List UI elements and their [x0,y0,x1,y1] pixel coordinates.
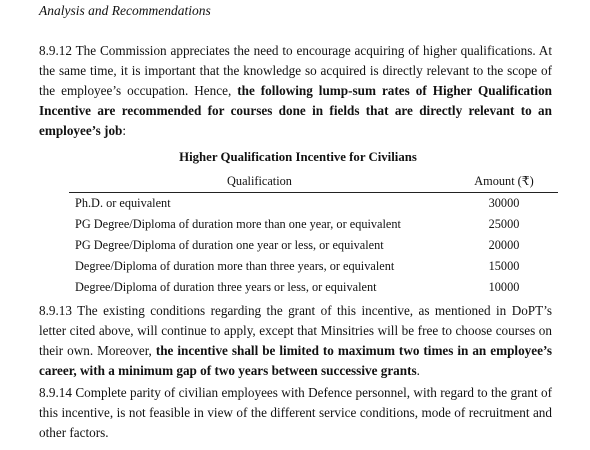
paragraph-8-9-13 [39,301,552,381]
amount-cell: 25000 [488,217,520,231]
qualification-cell: Degree/Diploma of duration three years or less, or equivalent [75,280,377,294]
amount-cell: 10000 [488,280,520,294]
qualification-cell: PG Degree/Diploma of duration more than one year, or equivalent [75,217,401,231]
table-row [69,277,558,298]
table-row [69,235,558,256]
qualification-cell: PG Degree/Diploma of duration one year or less, or equivalent [75,238,384,252]
paragraph-text-end: : [122,123,127,138]
paragraph-bold-text: the incentive shall be limited to maximum two times in an employee’s career, with a minimum gap of two years between successive grants [39,343,552,378]
paragraph-text: 8.9.13 The existing conditions regarding the grant of this incentive, as mentioned in DoPT’s letter cited above, will continue to apply, except that Minsitries will be free to choose courses on their own. Moreover, [39,303,552,358]
table-caption: Higher Qualification Incentive for Civilians [179,150,417,164]
table-header-row [69,171,558,193]
qualification-cell: Degree/Diploma of duration more than three years, or equivalent [75,259,395,273]
section-heading: Analysis and Recommendations [39,3,211,18]
amount-cell: 20000 [488,238,520,252]
paragraph-8-9-14: 8.9.14 Complete parity of civilian employees with Defence personnel, with regard to the grant of this incentive, is not feasible in view of the different service conditions, mode of recruitment and other factors. [39,385,552,440]
table-row [69,214,558,235]
paragraph-text-end: . [416,363,420,378]
qualification-cell: Ph.D. or equivalent [75,196,171,210]
amount-cell: 30000 [488,196,520,210]
column-header-amount: Amount (₹) [450,171,558,193]
amount-cell: 15000 [488,259,520,273]
column-header-qualification: Qualification [69,171,450,193]
paragraph-8-9-12 [39,41,552,141]
incentive-table [69,171,558,298]
paragraph-text: 8.9.12 The Commission appreciates the need to encourage acquiring of higher qualifications. At the same time, it is important that the knowledge so acquired is directly relevant to the scope of the employee’s occupation. Hence, [39,43,552,98]
table-row [69,256,558,277]
paragraph-bold-text: the following lump-sum rates of Higher Qualification Incentive are recommended for courses done in fields that are directly relevant to an employee’s job [39,83,553,138]
table-row [69,193,558,215]
